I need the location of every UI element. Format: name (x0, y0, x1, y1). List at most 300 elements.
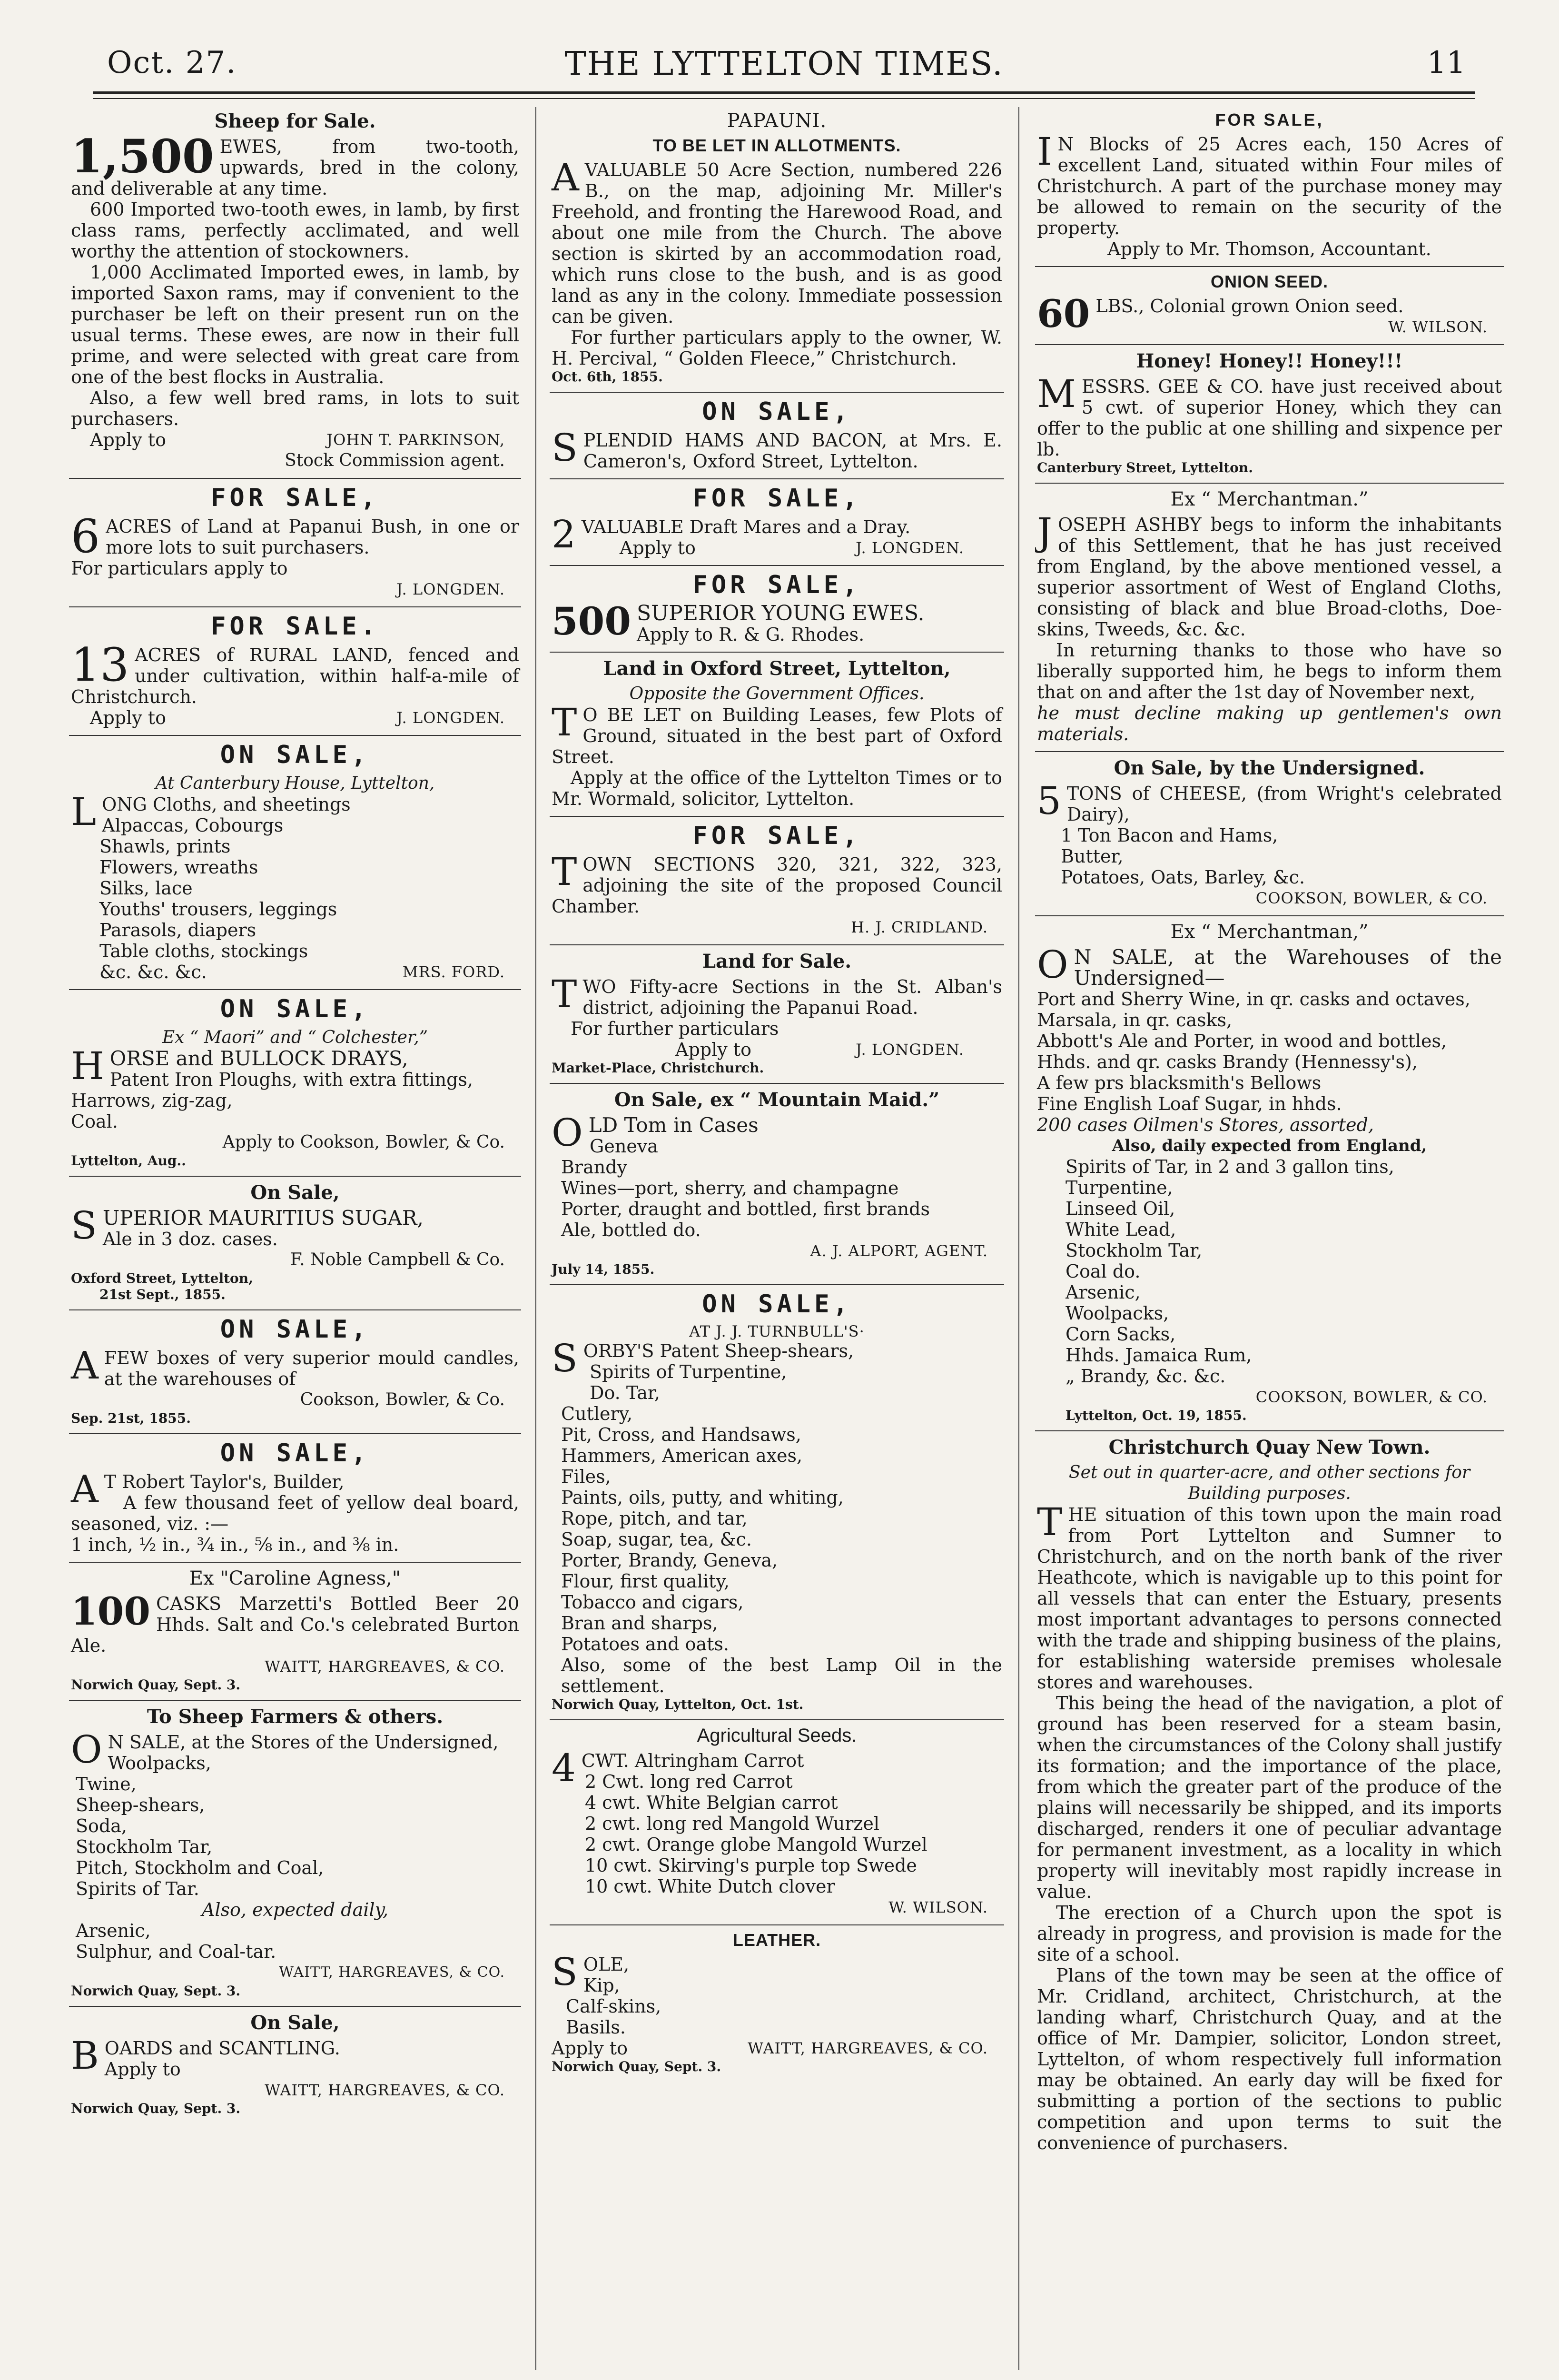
ad-heading: Land for Sale. (702, 950, 852, 972)
drop-cap: 13 (71, 638, 129, 692)
ad-first-para (552, 426, 1002, 472)
ad-text: Apply at the office of the Lyttelton Times or to Mr. Wormald, solicitor, Lyttelton. (552, 767, 1002, 809)
list-item: Files, (561, 1466, 611, 1487)
ad-heading: To Sheep Farmers & others. (147, 1706, 444, 1728)
list-item: Potatoes and oats. (561, 1634, 729, 1655)
ad-agricultural-seeds (550, 1725, 1004, 1918)
list-item: Basils. (566, 2017, 626, 2038)
list-item: Stockholm Tar, (1066, 1240, 1203, 1261)
ad-mountain-maid (550, 1089, 1004, 1278)
ad-mauritius-sugar (69, 1181, 521, 1303)
ad-text: Plans of the town may be seen at the office of Mr. Cridland, architect, Christchurch, at the landing wharf, Christchurch Quay, and at the office of Mr. Dampier, solicitor, London street, Lyttelton, of whom respectively full information may be obtained. An early day will be fixed for submitting a portion of the sections to public competition and upon terms to suit the convenience of purchasers. (1037, 1965, 1502, 2153)
advertiser-name: A. J. ALPORT, AGENT. (810, 1242, 988, 1260)
advertiser-name: H. J. CRIDLAND. (851, 918, 988, 936)
ad-heading: Ex "Caroline Agness," (189, 1567, 401, 1589)
ad-text: OARDS and SCANTLING. (104, 2038, 340, 2059)
list-item: Sulphur, and Coal-tar. (76, 1941, 276, 1962)
ad-text: Patent Iron Ploughs, with extra fittings, (109, 1069, 474, 1090)
list-item: Porter, Brandy, Geneva, (561, 1550, 778, 1571)
list-item: Flour, first quality, (561, 1571, 730, 1592)
drop-cap: 1,500 (71, 129, 214, 183)
ad-separator (1035, 344, 1504, 345)
ad-heading: Ex “ Merchantman,” (1170, 921, 1369, 943)
list-item: Spirits of Tar, in 2 and 3 gallon tins, (1066, 1156, 1394, 1177)
ad-separator (550, 1083, 1004, 1084)
ad-merchantman-goods (1035, 921, 1504, 1424)
item-list (71, 815, 519, 962)
ad-acre-blocks (1035, 110, 1504, 259)
list-item: Geneva (590, 1136, 658, 1157)
ad-separator (69, 1562, 521, 1563)
advertiser-name: WAITT, HARGREAVES, & CO. (748, 2039, 988, 2057)
ad-subheading: Set out in quarter-acre, and other sections for Building purposes. (1068, 1463, 1470, 1503)
ad-first-para (71, 129, 519, 199)
drop-cap: B (71, 2033, 99, 2078)
drop-cap: I (1037, 129, 1052, 174)
apply-label: Apply to (619, 537, 696, 558)
item-list (1037, 989, 1502, 1135)
ad-text: ORBY'S Patent Sheep-shears, (583, 1340, 854, 1361)
drop-cap: T (552, 972, 577, 1016)
list-item: 1 Ton Bacon and Hams, (1061, 825, 1278, 846)
ad-separator (69, 1700, 521, 1701)
ad-deal-board (69, 1439, 521, 1555)
list-item: Hhds. and qr. casks Brandy (Hennessy's), (1037, 1051, 1418, 1072)
ad-text: SUPERIOR YOUNG EWES. (637, 601, 925, 625)
list-item: Hammers, American axes, (561, 1445, 803, 1466)
ad-place: Norwich Quay, Sept. 3. (552, 2059, 721, 2074)
ad-separator (550, 565, 1004, 566)
ad-hams-bacon (550, 397, 1004, 472)
ad-text: Coal. (71, 1111, 118, 1132)
ad-text: he must decline making up gentlemen's own materials. (1037, 703, 1502, 744)
ad-first-para (552, 700, 1002, 767)
ad-first-para (552, 155, 1002, 327)
apply-label: Apply to (90, 429, 166, 450)
ad-separator (550, 1924, 1004, 1925)
ad-separator (1035, 915, 1504, 916)
ad-place: Norwich Quay, Lyttelton, Oct. 1st. (552, 1696, 804, 1712)
ad-boards (69, 2012, 521, 2117)
item-list (552, 1975, 1002, 2038)
ad-date: Sep. 21st, 1855. (71, 1410, 191, 1426)
ad-subheading: Ex “ Maori” and “ Colchester,” (162, 1028, 428, 1047)
ad-candles (69, 1315, 521, 1427)
drop-cap: 60 (1037, 291, 1090, 336)
item-list (71, 1753, 519, 1899)
ad-young-ewes (550, 571, 1004, 645)
list-item: 2 cwt. Orange globe Mangold Wurzel (585, 1834, 928, 1855)
ad-first-para (71, 510, 519, 563)
list-item: Abbott's Ale and Porter, in wood and bottles, (1037, 1031, 1447, 1051)
drop-cap: 100 (71, 1589, 150, 1634)
drop-cap: S (71, 1203, 97, 1248)
apply-label: Apply to (552, 2038, 628, 2059)
list-item: Arsenic, (1066, 1282, 1141, 1303)
list-item: Porter, draught and bottled, first brands (561, 1199, 930, 1220)
list-item: Marsala, in qr. casks, (1037, 1010, 1233, 1031)
drop-cap: O (552, 1111, 583, 1155)
ad-text: TONS of CHEESE, (from Wright's celebrated Dairy), (1066, 783, 1502, 825)
list-item: Butter, (1061, 846, 1124, 867)
ad-heading: FOR SALE, (211, 484, 379, 512)
ad-place: Oxford Street, Lyttelton, (71, 1270, 253, 1286)
advertiser-name: W. WILSON. (888, 1898, 988, 1916)
apply-line: Apply to Cookson, Bowler, & Co. (222, 1132, 505, 1152)
ad-heading: PAPAUNI. (727, 110, 827, 132)
ad-text: 1,000 Acclimated Imported ewes, in lamb, by imported Saxon rams, may if convenient to the purchaser be left on their present run on the usual terms. These ewes, are now in their full prime, and were selected with great care from one of the best flocks in Australia. (71, 262, 519, 387)
list-item: Paints, oils, putty, and whiting, (561, 1487, 844, 1508)
ad-subheading: AT J. J. TURNBULL'S· (689, 1322, 865, 1340)
ad-oxford-street-land (550, 657, 1004, 809)
ad-separator (550, 392, 1004, 393)
list-item: 4 cwt. White Belgian carrot (585, 1792, 838, 1813)
list-item: &c. &c. &c. (99, 962, 207, 982)
advertiser-title: Stock Commission agent. (285, 451, 505, 470)
advertiser-name: F. Noble Campbell & Co. (290, 1250, 505, 1269)
drop-cap: A (71, 1467, 99, 1511)
list-item: Port and Sherry Wine, in qr. casks and octaves, (1037, 989, 1470, 1010)
ad-separator (1035, 266, 1504, 267)
drop-cap: L (71, 790, 97, 834)
column-1 (69, 107, 521, 2380)
drop-cap: M (1037, 372, 1076, 416)
list-item: Fine English Loaf Sugar, in hhds. (1037, 1093, 1342, 1114)
ad-text: VALUABLE 50 Acre Section, numbered 226 B., on the map, adjoining Mr. Miller's Freehold, and fronting the Harewood Road, and about one mile from the Church. The above section is skirted by an accommodation road, which runs close to the bush, and is as good land as any in the colony. Immediate possession can be given. (552, 159, 1002, 327)
drop-cap: 6 (71, 510, 100, 563)
ad-text: 600 Imported two-tooth ewes, in lamb, by first class rams, perfectly acclimated, and well worthy the attention of stockowners. (71, 199, 519, 262)
list-item: Potatoes, Oats, Barley, &c. (1061, 867, 1305, 888)
ad-sheep-farmers (69, 1706, 521, 1999)
ad-text: WO Fifty-acre Sections in the St. Alban's district, adjoining the Papanui Road. (582, 976, 1002, 1018)
ad-papauni (550, 110, 1004, 385)
page-header (93, 45, 1475, 98)
ad-separator (69, 2006, 521, 2007)
list-item: A few prs blacksmith's Bellows (1037, 1072, 1322, 1093)
list-item: Wines—port, sherry, and champagne (561, 1178, 899, 1199)
drop-cap: T (552, 700, 577, 744)
ad-heading: FOR SALE, (692, 822, 861, 850)
drop-cap: T (1037, 1500, 1063, 1544)
ad-text: For further particulars (571, 1018, 779, 1039)
ad-text: 1 inch, ½ in., ¾ in., ⅝ in., and ⅜ in. (71, 1534, 399, 1555)
ad-text: Also, daily expected from England, (1112, 1136, 1427, 1155)
list-item: 2 cwt. long red Mangold Wurzel (585, 1813, 880, 1834)
ad-separator (550, 1284, 1004, 1285)
list-item: Soda, (76, 1815, 127, 1836)
advertiser-name: J. LONGDEN. (856, 539, 964, 557)
apply-label: Apply to (90, 707, 166, 728)
ad-christchurch-quay (1035, 1436, 1504, 2153)
advertiser-name: COOKSON, BOWLER, & CO. (1255, 889, 1488, 907)
header-rule-thin (93, 98, 1475, 99)
column-3 (1035, 107, 1504, 2380)
ad-text: OWN SECTIONS 320, 321, 322, 323, adjoining the site of the proposed Council Chamber. (552, 854, 1002, 917)
ad-separator (550, 1719, 1004, 1720)
list-item: Alpaccas, Cobourgs (102, 815, 284, 836)
ad-honey (1035, 350, 1504, 476)
drop-cap: 500 (552, 599, 631, 644)
ad-place: Norwich Quay, Sept. 3. (71, 1983, 241, 1999)
ad-text: For further particulars apply to the owner, W. H. Percival, “ Golden Fleece,” Christchurch. (552, 327, 1002, 369)
ad-heading: FOR SALE, (692, 484, 861, 513)
item-list (1037, 825, 1502, 888)
list-item: Hhds. Jamaica Rum, (1066, 1345, 1252, 1366)
list-item: Soap, sugar, tea, &c. (561, 1529, 752, 1550)
advertiser-name: WAITT, HARGREAVES, & CO. (265, 1657, 505, 1676)
drop-cap: O (71, 1727, 102, 1772)
ad-text: FEW boxes of very superior mould candles, at the warehouses of (104, 1348, 519, 1389)
ad-heading: FOR SALE, (692, 571, 861, 599)
ad-first-para (1037, 510, 1502, 640)
ad-heading: Honey! Honey!! Honey!!! (1136, 350, 1403, 372)
ad-place: Market-Place, Christchurch. (552, 1060, 764, 1076)
ad-town-sections (550, 822, 1004, 938)
list-item: Table cloths, stockings (99, 941, 308, 962)
ad-separator (69, 478, 521, 479)
list-item: Woolpacks, (1066, 1303, 1169, 1324)
drop-cap: T (552, 850, 577, 894)
ad-first-para (1037, 1500, 1502, 1693)
drop-cap: 5 (1037, 779, 1061, 823)
list-item: Kip, (583, 1975, 620, 1996)
ad-subheading: Opposite the Government Offices. (629, 684, 925, 704)
ad-separator (550, 652, 1004, 653)
ad-text: Harrows, zig-zag, (71, 1090, 233, 1111)
advertiser-name: J. LONGDEN. (856, 1041, 964, 1059)
ad-place: Lyttelton, Aug.. (71, 1153, 186, 1169)
ad-text: UPERIOR MAURITIUS SUGAR, (102, 1206, 424, 1230)
ad-heading: On Sale, ex “ Mountain Maid.” (614, 1089, 940, 1111)
list-item: Linseed Oil, (1066, 1198, 1175, 1219)
ad-text: ACRES of Land at Papanui Bush, in one or more lots to suit purchasers. (106, 516, 519, 558)
ad-first-para (1037, 129, 1502, 238)
ad-text: N Blocks of 25 Acres each, 150 Acres of excellent Land, situated within Four miles of Christchurch. A part of the purchase money may be allowed to remain on the security of the property. (1037, 134, 1502, 238)
ad-text: T Robert Taylor's, Builder, (104, 1471, 345, 1492)
ad-heading: ONION SEED. (1210, 272, 1329, 291)
ad-separator (69, 1176, 521, 1177)
list-item: 10 cwt. Skirving's purple top Swede (585, 1855, 917, 1876)
ad-text: The erection of a Church upon the spot is already in progress, and provision is made for the site of a school. (1037, 1902, 1502, 1965)
list-item: Spirits of Tar. (76, 1878, 199, 1899)
drop-cap: S (552, 426, 578, 470)
ad-leather (550, 1930, 1004, 2075)
list-item: Rope, pitch, and tar, (561, 1508, 748, 1529)
ad-place: Canterbury Street, Lyttelton. (1037, 460, 1253, 476)
ad-text: CASKS Marzetti's Bottled Beer 20 Hhds. Salt and Co.'s celebrated Burton Ale. (71, 1593, 519, 1656)
header-rule (93, 91, 1475, 94)
list-item: Flowers, wreaths (99, 857, 258, 878)
ad-text: Also, a few well bred rams, in lots to suit purchasers. (71, 387, 519, 429)
list-item: Coal do. (1066, 1261, 1141, 1282)
list-item: Woolpacks, (108, 1753, 211, 1774)
list-item: Arsenic, (76, 1920, 151, 1941)
ad-separator (550, 478, 1004, 479)
ad-separator (69, 989, 521, 990)
advertiser-name: MRS. FORD. (402, 963, 505, 981)
ad-heading: Ex “ Merchantman.” (1170, 488, 1369, 510)
advertiser-name: J. LONGDEN. (396, 709, 505, 727)
ad-date: July 14, 1855. (552, 1261, 655, 1277)
ad-heading: On Sale, (250, 2012, 340, 2034)
ad-text: HE situation of this town upon the main road from Port Lyttelton and Sumner to Christchurch, and on the north bank of the river Heathcote, which is navigable up to this point for all vessels that can enter the Estuary, presents most important advantages to persons connected with the trade and shipping business of the plains, for establishing waterside premises wholesale stores and warehouses. (1037, 1504, 1502, 1693)
ad-text: EWES, from two-tooth, upwards, bred in the colony, and deliverable at any time. (71, 136, 519, 199)
column-divider (535, 107, 536, 2370)
ad-first-para (1037, 372, 1502, 460)
ad-subheading: At Canterbury House, Lyttelton, (155, 774, 435, 793)
ad-horse-drays (69, 995, 521, 1169)
ad-heading: Christchurch Quay New Town. (1108, 1436, 1431, 1458)
ad-heading: Land in Oxford Street, Lyttelton, (603, 657, 951, 680)
ad-separator (550, 944, 1004, 945)
ad-heading: ON SALE, (702, 1290, 852, 1319)
ad-heading: FOR SALE. (211, 612, 379, 641)
ad-heading: Sheep for Sale. (214, 110, 376, 132)
drop-cap: H (71, 1044, 104, 1088)
advertiser-name: WAITT, HARGREAVES, & CO. (265, 2081, 505, 2099)
ad-heading: FOR SALE, (1215, 110, 1324, 129)
ad-first-para (1037, 779, 1502, 825)
ad-first-para (1037, 942, 1502, 990)
ad-land-for-sale (550, 950, 1004, 1076)
item-list (552, 1771, 1002, 1897)
ad-papanui-land (69, 484, 521, 600)
apply-label: Apply to (104, 2059, 181, 2080)
apply-line: Apply to R. & G. Rhodes. (637, 624, 865, 645)
ad-cheese (1035, 757, 1504, 909)
ad-first-para (71, 1589, 519, 1656)
advertiser-name: COOKSON, BOWLER, & CO. (1255, 1388, 1488, 1406)
list-item: Cutlery, (561, 1403, 633, 1424)
list-item: 10 cwt. White Dutch clover (585, 1876, 835, 1897)
list-item: 200 cases Oilmen's Stores, assorted, (1037, 1114, 1374, 1135)
ad-canterbury-house (69, 741, 521, 982)
apply-label: Apply to (675, 1039, 751, 1060)
list-item: Parasols, diapers (99, 920, 257, 941)
ad-text: LD Tom in Cases (588, 1113, 759, 1137)
list-item: Pitch, Stockholm and Coal, (76, 1857, 324, 1878)
ad-separator (69, 1433, 521, 1434)
list-item: White Lead, (1066, 1219, 1176, 1240)
advertiser-name: J. LONGDEN. (396, 580, 505, 598)
list-item: Shawls, prints (99, 836, 231, 857)
ad-text: CWT. Altringham Carrot (581, 1750, 804, 1771)
list-item: 2 Cwt. long red Carrot (585, 1771, 793, 1792)
ad-text: OLE, (583, 1954, 630, 1975)
ad-text: This being the head of the navigation, a plot of ground has been reserved for a steam basin, when the circumstances of the Colony shall justify its formation; and the importance of the place, from which the greater part of the produce of the plains will necessarily be shipped, and its imports discharged, renders it one of peculiar advantage for permanent investment, as a locality in which property will inevitably most rapidly increase in value. (1037, 1693, 1502, 1902)
advertiser-name: Cookson, Bowler, & Co. (300, 1390, 505, 1409)
ad-text: ONG Cloths, and sheetings (102, 794, 351, 815)
ad-separator (1035, 751, 1504, 752)
ad-date: Oct. 6th, 1855. (552, 369, 663, 385)
ad-text: ESSRS. GEE & CO. have just received about 5 cwt. of superior Honey, which they can offer to the public at one shilling and sixpence per lb. (1037, 376, 1502, 460)
ad-place: Norwich Quay, Sept. 3. (71, 1677, 241, 1693)
ad-text: In returning thanks to those who have so liberally supported him, he begs to inform them that on and after the 1st day of November next, (1037, 640, 1502, 703)
list-item: „ Brandy, &c. &c. (1066, 1366, 1226, 1387)
list-item: Twine, (76, 1774, 137, 1795)
item-list (552, 1136, 1002, 1240)
ad-heading: ON SALE, (220, 741, 370, 769)
ad-first-para (71, 1467, 519, 1511)
drop-cap: A (552, 155, 579, 199)
item-list (71, 1920, 519, 1962)
ad-date: 21st Sept., 1855. (99, 1287, 226, 1302)
ad-separator (69, 735, 521, 736)
ad-text: VALUABLE Draft Mares and a Dray. (581, 516, 911, 537)
list-item: Do. Tar, (590, 1382, 660, 1403)
drop-cap: S (552, 1336, 578, 1380)
ad-text: ACRES of RURAL LAND, fenced and under cultivation, within half-a-mile of Christchurch. (71, 645, 519, 707)
ad-separator (69, 1309, 521, 1310)
item-list (1037, 1156, 1502, 1387)
ad-text: N SALE, at the Warehouses of the Undersigned— (1074, 945, 1502, 990)
ad-turnbull (550, 1290, 1004, 1713)
issue-date: Oct. 27. (107, 45, 237, 80)
list-item: Pit, Cross, and Handsaws, (561, 1424, 801, 1445)
ad-separator (1035, 483, 1504, 484)
ad-caroline-agness (69, 1567, 521, 1693)
drop-cap: 4 (552, 1746, 576, 1790)
ad-text: LBS., Colonial grown Onion seed. (1095, 296, 1404, 317)
ad-heading: Agricultural Seeds. (697, 1725, 857, 1746)
list-item: Silks, lace (99, 878, 193, 899)
ad-place: Norwich Quay, Sept. 3. (71, 2101, 241, 2116)
drop-cap: J (1037, 510, 1053, 554)
ad-heading: ON SALE, (220, 1315, 370, 1344)
list-item: Youths' trousers, leggings (99, 899, 337, 920)
ad-separator (550, 816, 1004, 817)
ad-text: ORSE and BULLOCK DRAYS, (109, 1047, 408, 1070)
column-divider (1018, 107, 1019, 2370)
column-2 (550, 107, 1004, 2380)
ad-text: Also, some of the best Lamp Oil in the settlement. (561, 1655, 1002, 1696)
ad-text: OSEPH ASHBY begs to inform the inhabitants of this Settlement, that he has just received from England, by the above mentioned vessel, a superior assortment of West of England Cloths, consisting of black and blue Broad-cloths, Doe-skins, Tweeds, &c. &c. (1037, 514, 1502, 640)
ad-text: A few thousand feet of yellow deal board, seasoned, viz. :— (71, 1492, 519, 1534)
ad-heading: On Sale, (250, 1181, 340, 1204)
list-item: Brandy (561, 1157, 628, 1178)
ad-first-para (71, 638, 519, 707)
drop-cap: O (1037, 942, 1068, 987)
ad-heading: On Sale, by the Undersigned. (1114, 757, 1425, 779)
ad-heading: ON SALE, (702, 397, 852, 426)
advertiser-name: WAITT, HARGREAVES, & CO. (279, 1964, 505, 1981)
ad-rural-land (69, 612, 521, 728)
advertiser-name: W. WILSON. (1388, 318, 1488, 336)
ad-heading: LEATHER. (732, 1930, 821, 1950)
list-item: Bran and sharps, (561, 1613, 718, 1634)
list-item: Turpentine, (1066, 1177, 1173, 1198)
ad-draft-mares (550, 484, 1004, 558)
drop-cap: 2 (552, 512, 576, 556)
item-list (552, 1361, 1002, 1655)
list-item: Stockholm Tar, (76, 1836, 213, 1857)
ad-text: For particulars apply to (71, 558, 288, 579)
ad-heading: ON SALE, (220, 1439, 370, 1468)
ad-merchantman-cloths (1035, 488, 1504, 744)
list-item: Tobacco and cigars, (561, 1592, 744, 1613)
ad-text: O BE LET on Building Leases, few Plots of Ground, situated in the best part of Oxford Street. (552, 704, 1002, 767)
advertiser-name: JOHN T. PARKINSON, (326, 431, 505, 449)
list-item: Sheep-shears, (76, 1795, 205, 1815)
drop-cap: S (552, 1950, 578, 1994)
ad-separator (1035, 1430, 1504, 1431)
ad-first-para (71, 1343, 519, 1389)
list-item: Calf-skins, (566, 1996, 661, 2017)
ad-sheep-for-sale (69, 110, 521, 471)
list-item: Spirits of Turpentine, (590, 1361, 787, 1382)
ad-onion-seed (1035, 272, 1504, 337)
ad-subheading: TO BE LET IN ALLOTMENTS. (652, 136, 901, 155)
